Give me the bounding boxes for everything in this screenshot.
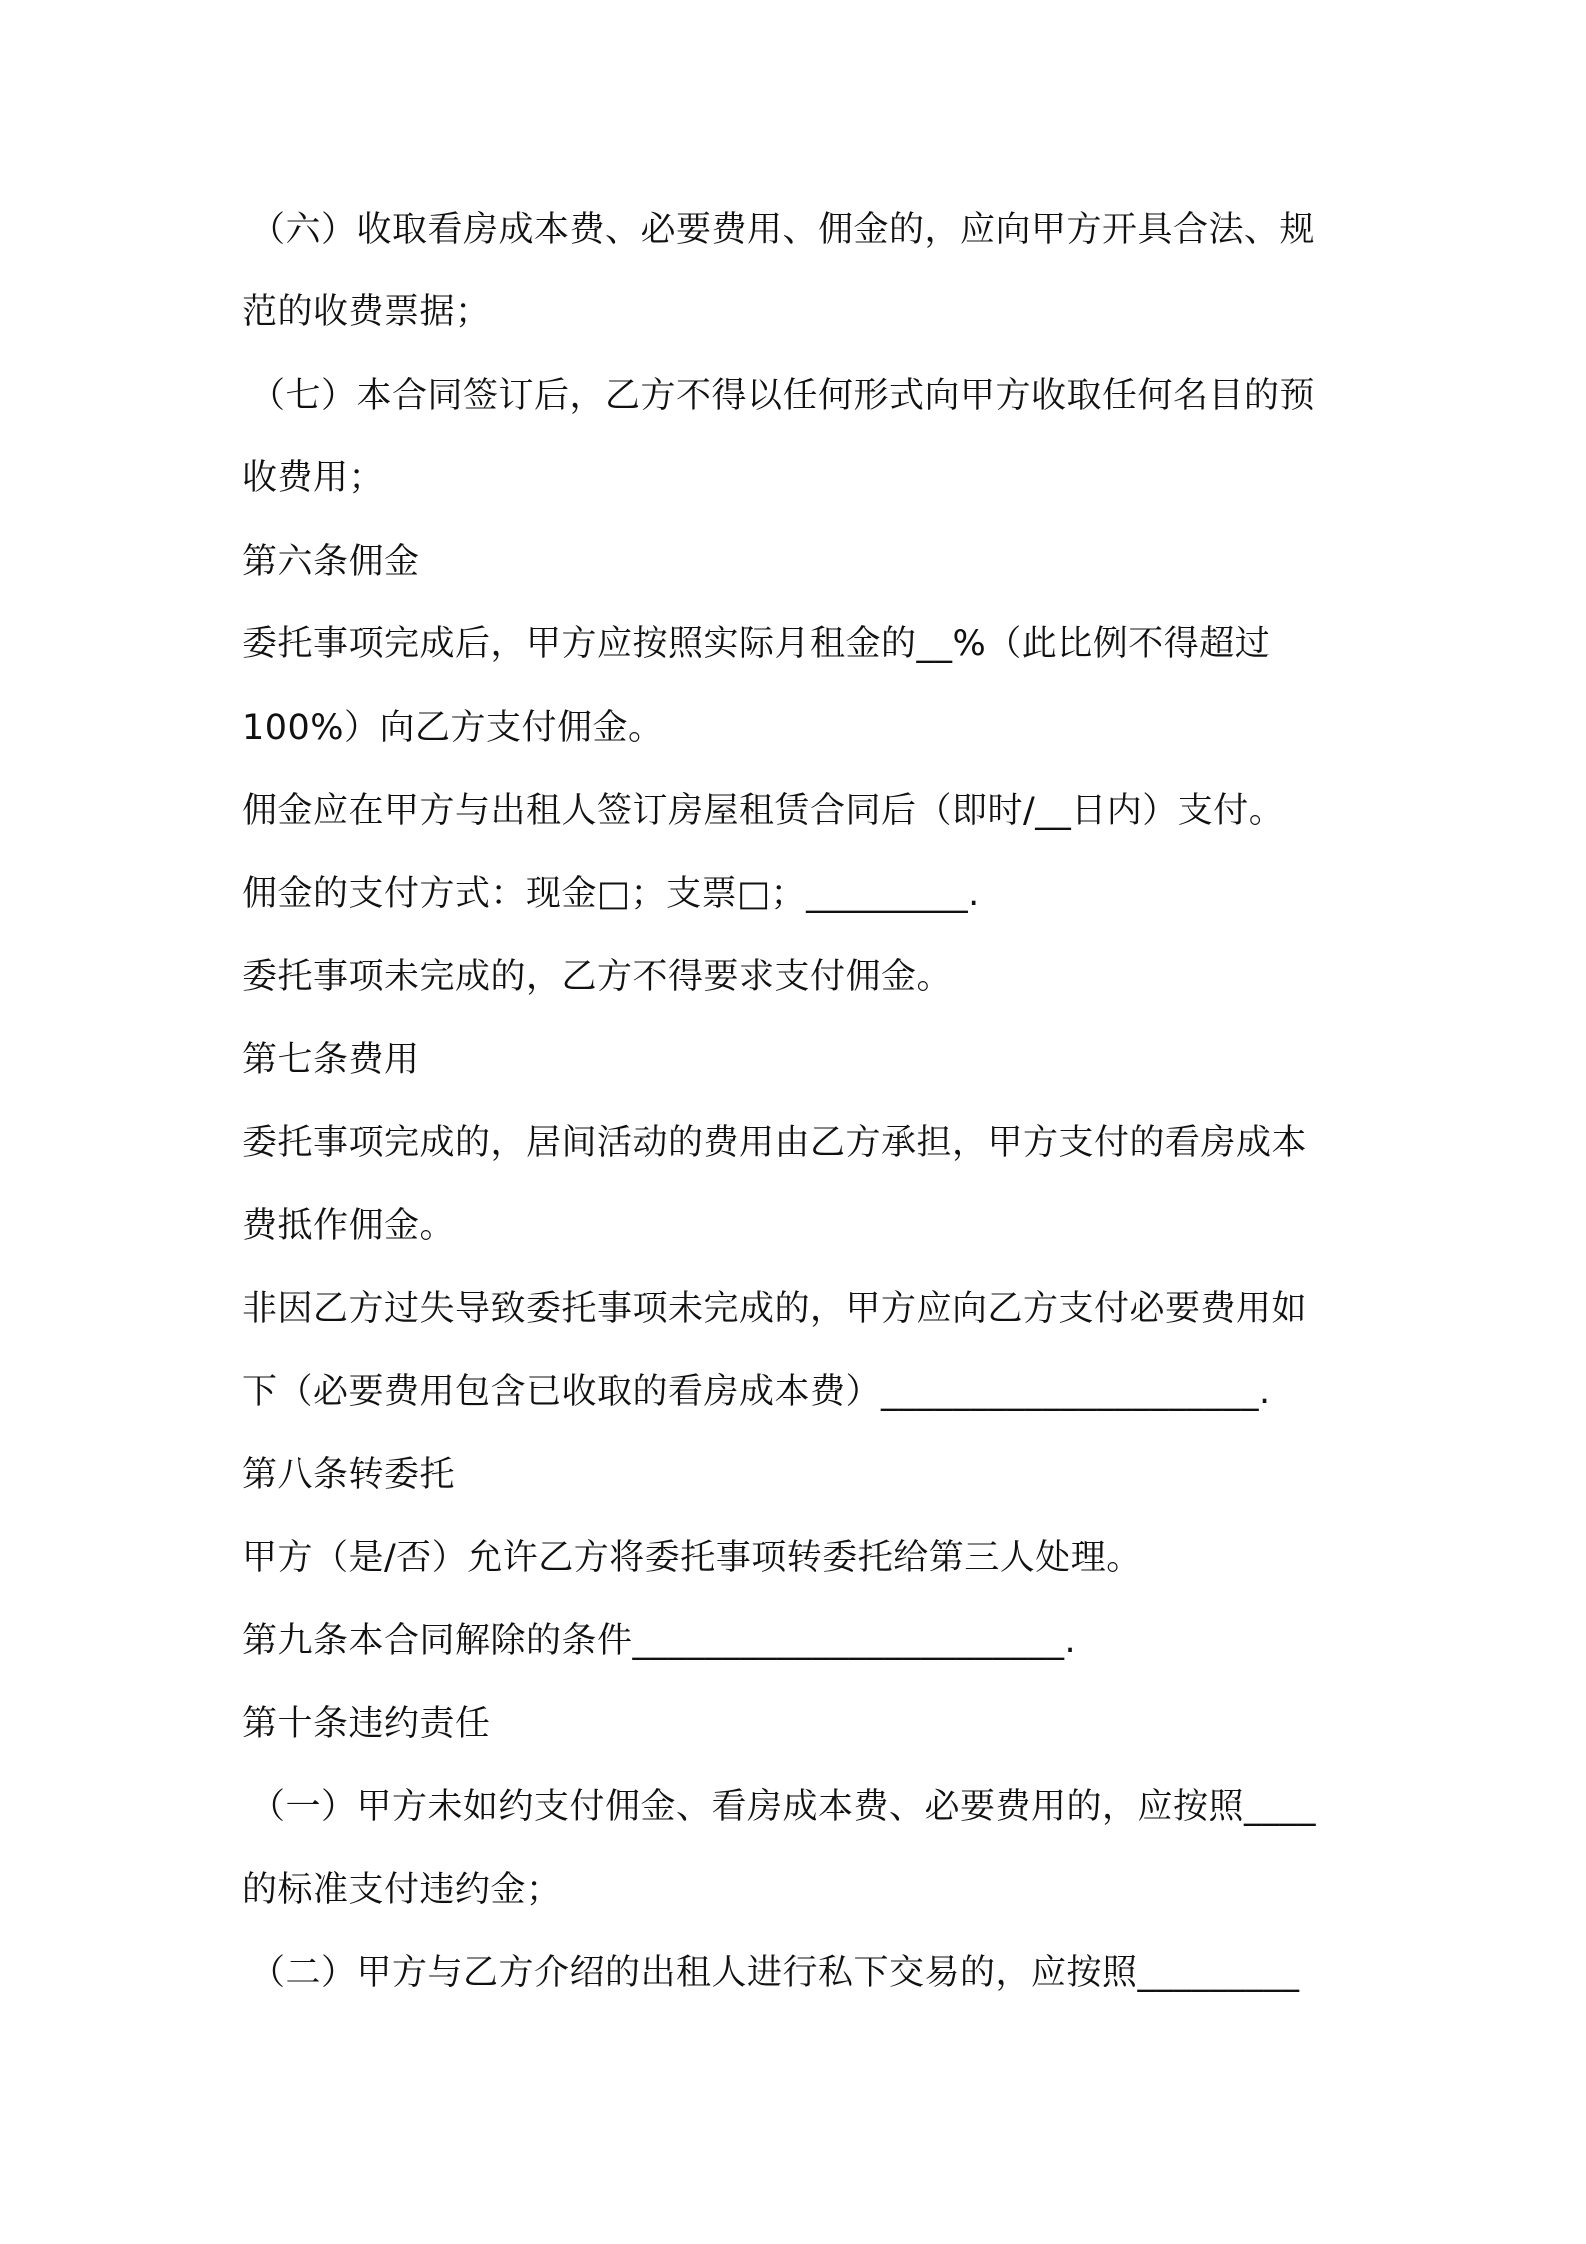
liability-1-line-2: 的标准支付违约金； xyxy=(242,1870,562,1910)
fee-completed-line-2: 费抵作佣金。 xyxy=(242,1206,456,1246)
commission-rate-line-2: 100%）向乙方支付佣金。 xyxy=(242,708,664,748)
subdelegation-clause: 甲方（是/否）允许乙方将委托事项转委托给第三人处理。 xyxy=(242,1538,1142,1578)
article-7-heading: 第七条费用 xyxy=(242,1040,420,1080)
article-9-termination: 第九条本合同解除的条件________________________. xyxy=(242,1621,1077,1661)
liability-1-line-1: （一）甲方未如约支付佣金、看房成本费、必要费用的，应按照____ xyxy=(250,1787,1317,1827)
clause-7-line-2: 收费用； xyxy=(242,458,385,498)
clause-6-line-2: 范的收费票据； xyxy=(242,292,491,332)
article-8-heading: 第八条转委托 xyxy=(242,1455,456,1495)
commission-rate-line-1: 委托事项完成后，甲方应按照实际月租金的__%（此比例不得超过 xyxy=(242,624,1271,664)
fee-not-completed-line-1: 非因乙方过失导致委托事项未完成的，甲方应向乙方支付必要费用如 xyxy=(242,1289,1308,1329)
commission-not-completed: 委托事项未完成的，乙方不得要求支付佣金。 xyxy=(242,957,953,997)
article-6-heading: 第六条佣金 xyxy=(242,542,420,582)
fee-completed-line-1: 委托事项完成的，居间活动的费用由乙方承担，甲方支付的看房成本 xyxy=(242,1123,1308,1163)
fee-not-completed-line-2: 下（必要费用包含已收取的看房成本费）_____________________. xyxy=(242,1372,1271,1412)
liability-2-line-1: （二）甲方与乙方介绍的出租人进行私下交易的，应按照_________ xyxy=(250,1953,1300,1993)
commission-timing: 佣金应在甲方与出租人签订房屋租赁合同后（即时/__日内）支付。 xyxy=(242,791,1285,831)
article-10-heading: 第十条违约责任 xyxy=(242,1704,491,1744)
clause-6-line-1: （六）收取看房成本费、必要费用、佣金的，应向甲方开具合法、规 xyxy=(250,210,1316,250)
commission-payment-method: 佣金的支付方式：现金□；支票□；_________. xyxy=(242,874,980,914)
clause-7-line-1: （七）本合同签订后，乙方不得以任何形式向甲方收取任何名目的预 xyxy=(250,376,1316,416)
